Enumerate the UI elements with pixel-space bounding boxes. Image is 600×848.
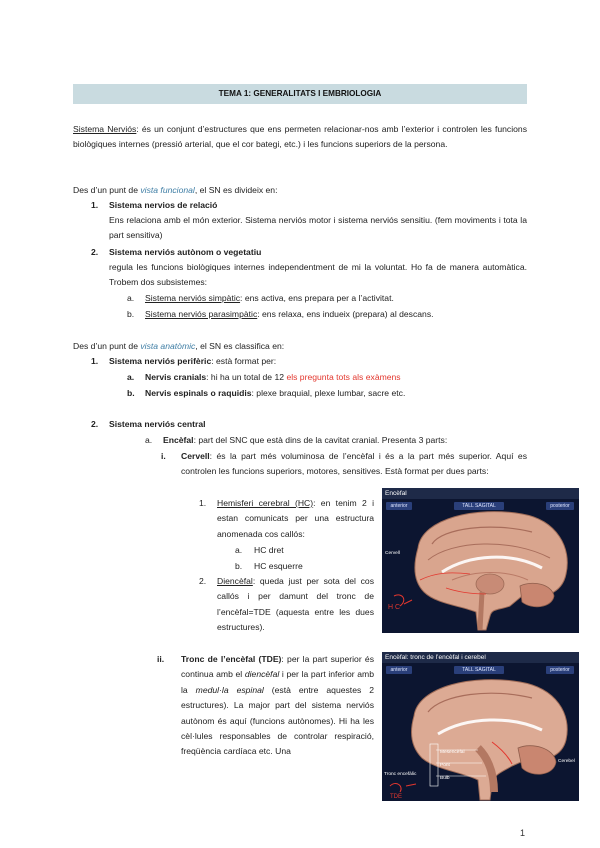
functional-lead-b: , el SN es divideix en: xyxy=(194,185,278,195)
figure-1-side-label: Cervell xyxy=(385,551,400,556)
figure-2-tab-center: TALL SAGITAL xyxy=(454,666,504,674)
spinal-text: : plexe braquial, plexe lumbar, sacre etc. xyxy=(251,388,406,398)
intro-text: : és un conjunt d’estructures que ens permeten relacionar-nos amb l’exterior i controlen les funcions biològiques internes (pressió arterial, que el cor bategi, etc.) i les funcions superiors de la persona. xyxy=(73,124,527,150)
parasympathetic-text: : ens relaxa, ens indueix (prepara) al descans. xyxy=(257,309,434,319)
figure-2-handwriting: TDE xyxy=(390,794,402,800)
figure-2-label-cerebellum: Cerebel xyxy=(558,759,575,764)
sympathetic-term: Sistema nerviós simpàtic xyxy=(145,293,241,303)
hemisphere-term: Hemisferi cerebral (HC) xyxy=(217,498,314,508)
peripheral-text: : està format per: xyxy=(211,356,277,366)
functional-item-2-title: Sistema nerviós autònom o vegetatiu xyxy=(109,247,262,257)
figure-2-tab-right: posterior xyxy=(546,666,574,674)
brainstem-em-1: diencèfal xyxy=(244,669,280,680)
brain-illustration-1 xyxy=(382,488,579,633)
figure-1-handwriting: H C xyxy=(388,604,401,611)
diencephalon-term: Diencèfal xyxy=(217,576,253,586)
figure-1-heading: Encèfal xyxy=(382,488,579,499)
brainstem-figure xyxy=(382,652,579,801)
sympathetic-item xyxy=(145,291,527,306)
brainstem-item xyxy=(181,652,374,760)
figure-2-label-brainstem: Tronc encefàlic xyxy=(384,772,417,777)
figure-1-tab-left: anterior xyxy=(386,502,412,510)
central-title: Sistema nerviós central xyxy=(109,419,206,429)
intro-term: Sistema Nerviós xyxy=(73,124,137,134)
encephalon-item xyxy=(163,433,527,448)
functional-lead-em: vista funcional xyxy=(140,185,195,195)
functional-item-1-number: 1. xyxy=(91,200,99,210)
spinal-mark: b. xyxy=(127,388,135,398)
brainstem-term: Tronc de l’encèfal (TDE) xyxy=(181,654,282,664)
brain-mark: i. xyxy=(161,451,166,461)
brain-term: Cervell xyxy=(181,451,210,461)
functional-lead-a: Des d’un punt de xyxy=(73,185,141,195)
functional-item-1-desc: Ens relaciona amb el món exterior. Sistema nerviós motor i sistema nerviós sensitiu. (fem moviments i tota la part sensitiva) xyxy=(109,215,527,241)
brain-sagittal-figure xyxy=(382,488,579,633)
diencephalon-mark: 2. xyxy=(199,576,207,586)
anatomic-lead-a: Des d’un punt de xyxy=(73,341,141,351)
functional-item-1-title: Sistema nervios de relació xyxy=(109,200,218,210)
spinal-item xyxy=(145,386,527,401)
encephalon-text: : part del SNC que està dins de la cavitat cranial. Presenta 3 parts: xyxy=(193,435,448,445)
functional-item-2-number: 2. xyxy=(91,247,99,257)
anatomic-lead xyxy=(73,339,527,354)
brainstem-text-2: i per la part inferior amb la xyxy=(181,669,374,695)
central-number: 2. xyxy=(91,419,99,429)
brainstem-em-2: medul·la espinal xyxy=(195,684,264,695)
peripheral-title: Sistema nerviós perifèric xyxy=(109,356,212,366)
hc-left: HC esquerre xyxy=(254,561,303,571)
hc-right: HC dret xyxy=(254,545,284,555)
cranial-text: : hi ha un total de 12 xyxy=(206,372,287,382)
functional-item-2-desc: regula les funcions biològiques internes independentment de mi la voluntat. Ho fa de manera automàtica. Trobem dos subsistemes: xyxy=(109,262,527,288)
page-number: 1 xyxy=(520,828,526,838)
figure-2-label-medulla: Bulb xyxy=(440,776,450,781)
diencephalon-text: : queda just per sota del cos callós i per damunt del tronc de l’encèfal=TDE (aquesta entre les dues estructures). xyxy=(217,576,374,633)
brainstem-text-1: : per la part superior és continua amb el xyxy=(181,654,374,680)
sympathetic-mark: a. xyxy=(127,293,135,303)
functional-lead xyxy=(73,183,527,198)
brain-text: : és la part més voluminosa de l’encèfal i és a la part més superior. Aquí es controlen les funcions superiors, motores, sensitives. Està format per dues parts: xyxy=(181,451,527,477)
brainstem-text-3: (està entre aquestes 2 estructures). La major part del sistema nerviós autònom és aquí (funcions autònomes). Hi ha les cèl·lules responsables de controlar respiració, freqüència cardíaca etc. Una xyxy=(181,684,375,757)
encephalon-term: Encèfal xyxy=(163,435,194,445)
hemisphere-mark: 1. xyxy=(199,498,207,508)
hc-left-mark: b. xyxy=(235,561,243,571)
brainstem-mark: ii. xyxy=(157,654,165,664)
cranial-item xyxy=(145,370,527,385)
anatomic-lead-em: vista anatòmic xyxy=(140,341,196,351)
intro-paragraph xyxy=(73,122,527,153)
spinal-term: Nervis espinals o raquidis xyxy=(145,388,252,398)
cranial-term: Nervis cranials xyxy=(145,372,207,382)
brain-item xyxy=(181,449,527,480)
parasympathetic-item xyxy=(145,307,527,322)
hc-right-mark: a. xyxy=(235,545,243,555)
diencephalon-item xyxy=(217,574,374,636)
anatomic-lead-b: , el SN es classifica en: xyxy=(195,341,285,351)
cranial-mark: a. xyxy=(127,372,135,382)
figure-1-tab-center: TALL SAGITAL xyxy=(454,502,504,510)
parasympathetic-term: Sistema nerviós parasimpàtic xyxy=(145,309,258,319)
sympathetic-text: : ens activa, ens prepara per a l’activitat. xyxy=(240,293,394,303)
hemisphere-text: : en tenim 2 i estan comunicats per una estructura anomenada cos callós: xyxy=(217,498,375,539)
figure-2-label-pons: Pont xyxy=(440,763,450,768)
peripheral-number: 1. xyxy=(91,356,99,366)
cranial-note: els pregunta tots als exàmens xyxy=(286,372,401,382)
encephalon-mark: a. xyxy=(145,435,153,445)
figure-2-label-mesencephalon: Mesencèfal xyxy=(440,750,465,755)
figure-1-tab-right: posterior xyxy=(546,502,574,510)
figure-2-heading: Encèfal: tronc de l’encèfal i cerebel xyxy=(382,652,579,663)
figure-2-tab-left: anterior xyxy=(386,666,412,674)
hemisphere-item xyxy=(217,496,374,542)
parasympathetic-mark: b. xyxy=(127,309,135,319)
peripheral-item xyxy=(109,354,527,369)
page-title: TEMA 1: GENERALITATS I EMBRIOLOGIA xyxy=(73,84,527,104)
